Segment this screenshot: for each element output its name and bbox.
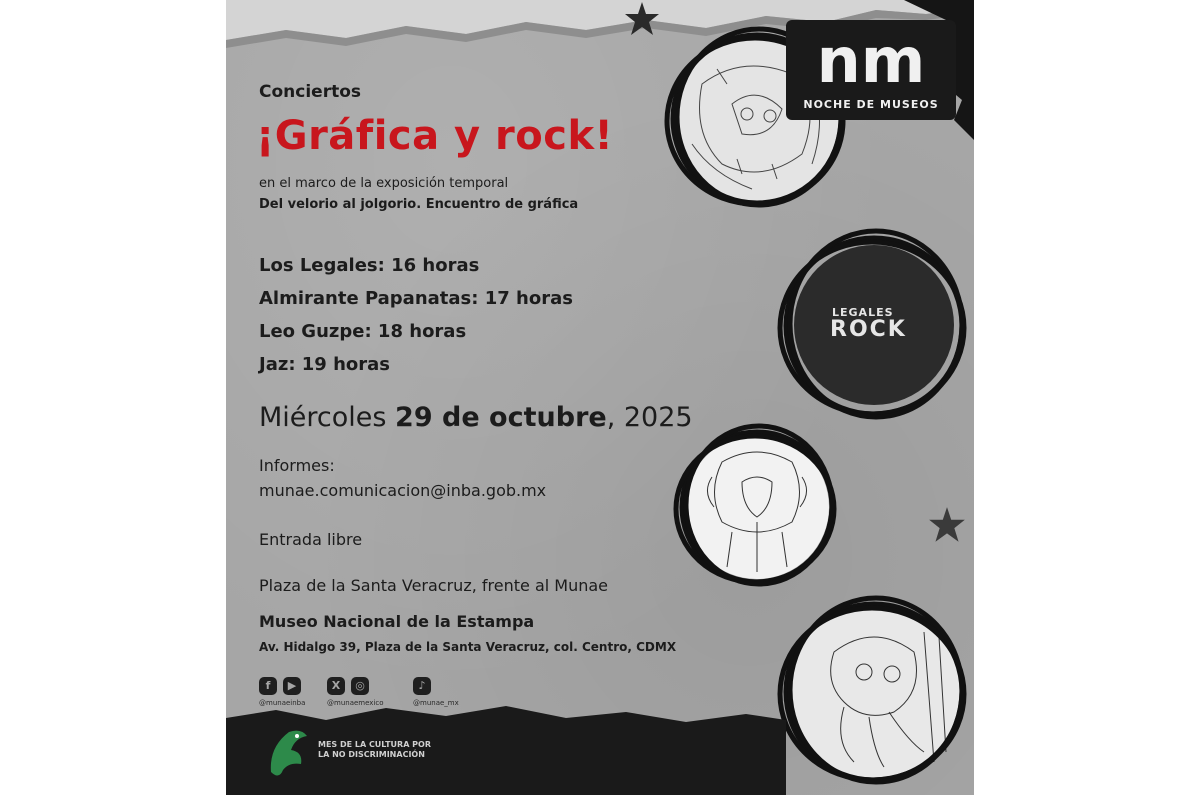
info-label: Informes:: [259, 456, 335, 475]
star-icon: [926, 505, 968, 545]
exhibition-name: Del velorio al jolgorio. Encuentro de gráfica: [259, 197, 579, 212]
lineup-item: Los Legales: 16 horas: [259, 255, 480, 276]
logo-initials: nm: [816, 24, 926, 97]
x-icon[interactable]: X: [327, 677, 345, 695]
event-location: Plaza de la Santa Veracruz, frente al Munae: [259, 576, 609, 595]
museum-address: Av. Hidalgo 39, Plaza de la Santa Veracruz, col. Centro, CDMX: [259, 640, 677, 654]
logo-name: NOCHE DE MUSEOS: [803, 98, 939, 111]
event-category: Conciertos: [259, 82, 361, 102]
hummingbird-icon: [261, 722, 311, 782]
date-weekday: Miércoles: [259, 402, 396, 433]
social-handle: @munae_mx: [413, 699, 459, 707]
campaign-line1: MES DE LA CULTURA POR: [318, 740, 431, 749]
lineup-item: Leo Guzpe: 18 horas: [259, 321, 467, 342]
campaign-text: [318, 740, 431, 760]
entry-note: Entrada libre: [259, 530, 363, 549]
band-badge-line2: ROCK: [830, 317, 907, 342]
instagram-icon[interactable]: ◎: [351, 677, 369, 695]
museum-name: Museo Nacional de la Estampa: [259, 612, 535, 631]
youtube-icon[interactable]: ▶: [283, 677, 301, 695]
tiktok-icon[interactable]: ♪: [413, 677, 431, 695]
band-badge-line1: LEGALES: [832, 306, 894, 319]
event-title: ¡Gráfica y rock!: [256, 113, 614, 159]
date-day-month: 29 de octubre: [395, 402, 607, 433]
noche-de-museos-logo: [786, 20, 956, 120]
event-poster: [226, 0, 974, 795]
lineup-item: Almirante Papanatas: 17 horas: [259, 288, 573, 309]
star-icon: [622, 0, 662, 38]
exhibition-intro: en el marco de la exposición temporal: [259, 176, 509, 191]
info-email[interactable]: munae.comunicacion@inba.gob.mx: [259, 481, 547, 500]
engraving-image: [672, 422, 842, 592]
lineup-item: Jaz: 19 horas: [259, 354, 391, 375]
facebook-icon[interactable]: f: [259, 677, 277, 695]
campaign-line2: LA NO DISCRIMINACIÓN: [318, 750, 425, 759]
event-date: [259, 402, 693, 433]
social-handle: @munaemexico: [327, 699, 384, 707]
date-year: , 2025: [606, 402, 693, 433]
social-handle: @munaeinba: [259, 699, 306, 707]
